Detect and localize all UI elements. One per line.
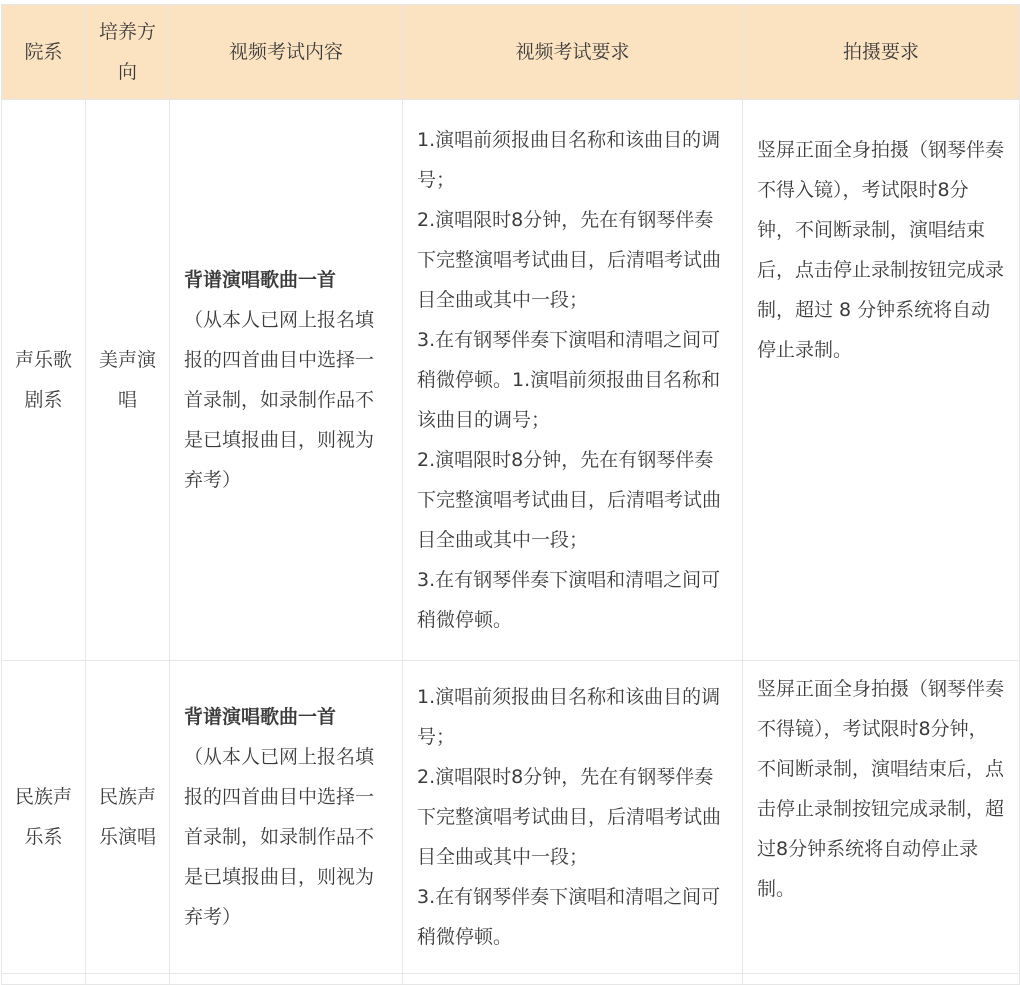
table-row <box>2 661 1020 974</box>
filming-cell <box>743 661 1020 974</box>
empty-cell <box>86 974 170 985</box>
requirement-item: 2.演唱限时8分钟，先在有钢琴伴奏下完整演唱考试曲目，后清唱考试曲目全曲或其中一段； <box>417 449 722 551</box>
empty-cell <box>170 974 403 985</box>
exam-requirements-table <box>1 4 1020 985</box>
content-note: （从本人已网上报名填报的四首曲目中选择一首录制，如录制作品不是已填报曲目，则视为弃考） <box>184 746 375 928</box>
requirement-item: 3.在有钢琴伴奏下演唱和清唱之间可稍微停顿。1.演唱前须报曲目名称和该曲目的调号； <box>417 329 721 431</box>
requirements-cell <box>403 661 743 974</box>
header-direction: 培养方向 <box>86 5 170 100</box>
filming-cell <box>743 100 1020 661</box>
table-row <box>2 100 1020 661</box>
content-title: 背谱演唱歌曲一首 <box>184 706 337 728</box>
content-note: （从本人已网上报名填报的四首曲目中选择一首录制，如录制作品不是已填报曲目，则视为弃考） <box>184 309 375 491</box>
requirements-cell <box>403 100 743 661</box>
header-row <box>2 5 1020 100</box>
direction-cell: 美声演唱 <box>86 100 170 661</box>
header-dept: 院系 <box>2 5 86 100</box>
requirement-item: 3.在有钢琴伴奏下演唱和清唱之间可稍微停顿。 <box>417 886 721 948</box>
table-row-partial <box>2 974 1020 985</box>
requirement-item: 1.演唱前须报曲目名称和该曲目的调号； <box>417 686 721 748</box>
dept-cell: 声乐歌剧系 <box>2 100 86 661</box>
content-cell <box>170 661 403 974</box>
header-requirements: 视频考试要求 <box>403 5 743 100</box>
filming-text: 竖屏正面全身拍摄（钢琴伴奏不得镜），考试限时8分钟，不间断录制，演唱结束后，点击停止录制按钮完成录制，超过8分钟系统将自动停止录制。 <box>757 678 1005 900</box>
dept-cell: 民族声乐系 <box>2 661 86 974</box>
filming-text: 竖屏正面全身拍摄（钢琴伴奏不得入镜），考试限时8分钟，不间断录制，演唱结束后，点击停止录制按钮完成录制，超过 8 分钟系统将自动停止录制。 <box>757 139 1005 361</box>
header-content: 视频考试内容 <box>170 5 403 100</box>
header-filming: 拍摄要求 <box>743 5 1020 100</box>
empty-cell <box>743 974 1020 985</box>
direction-cell: 民族声乐演唱 <box>86 661 170 974</box>
requirement-item: 2.演唱限时8分钟，先在有钢琴伴奏下完整演唱考试曲目，后清唱考试曲目全曲或其中一段； <box>417 209 722 311</box>
requirement-item: 2.演唱限时8分钟，先在有钢琴伴奏下完整演唱考试曲目，后清唱考试曲目全曲或其中一段； <box>417 766 722 868</box>
requirement-item: 1.演唱前须报曲目名称和该曲目的调号； <box>417 129 721 191</box>
empty-cell <box>2 974 86 985</box>
content-cell <box>170 100 403 661</box>
requirement-item: 3.在有钢琴伴奏下演唱和清唱之间可稍微停顿。 <box>417 569 721 631</box>
empty-cell <box>403 974 743 985</box>
content-title: 背谱演唱歌曲一首 <box>184 269 337 291</box>
